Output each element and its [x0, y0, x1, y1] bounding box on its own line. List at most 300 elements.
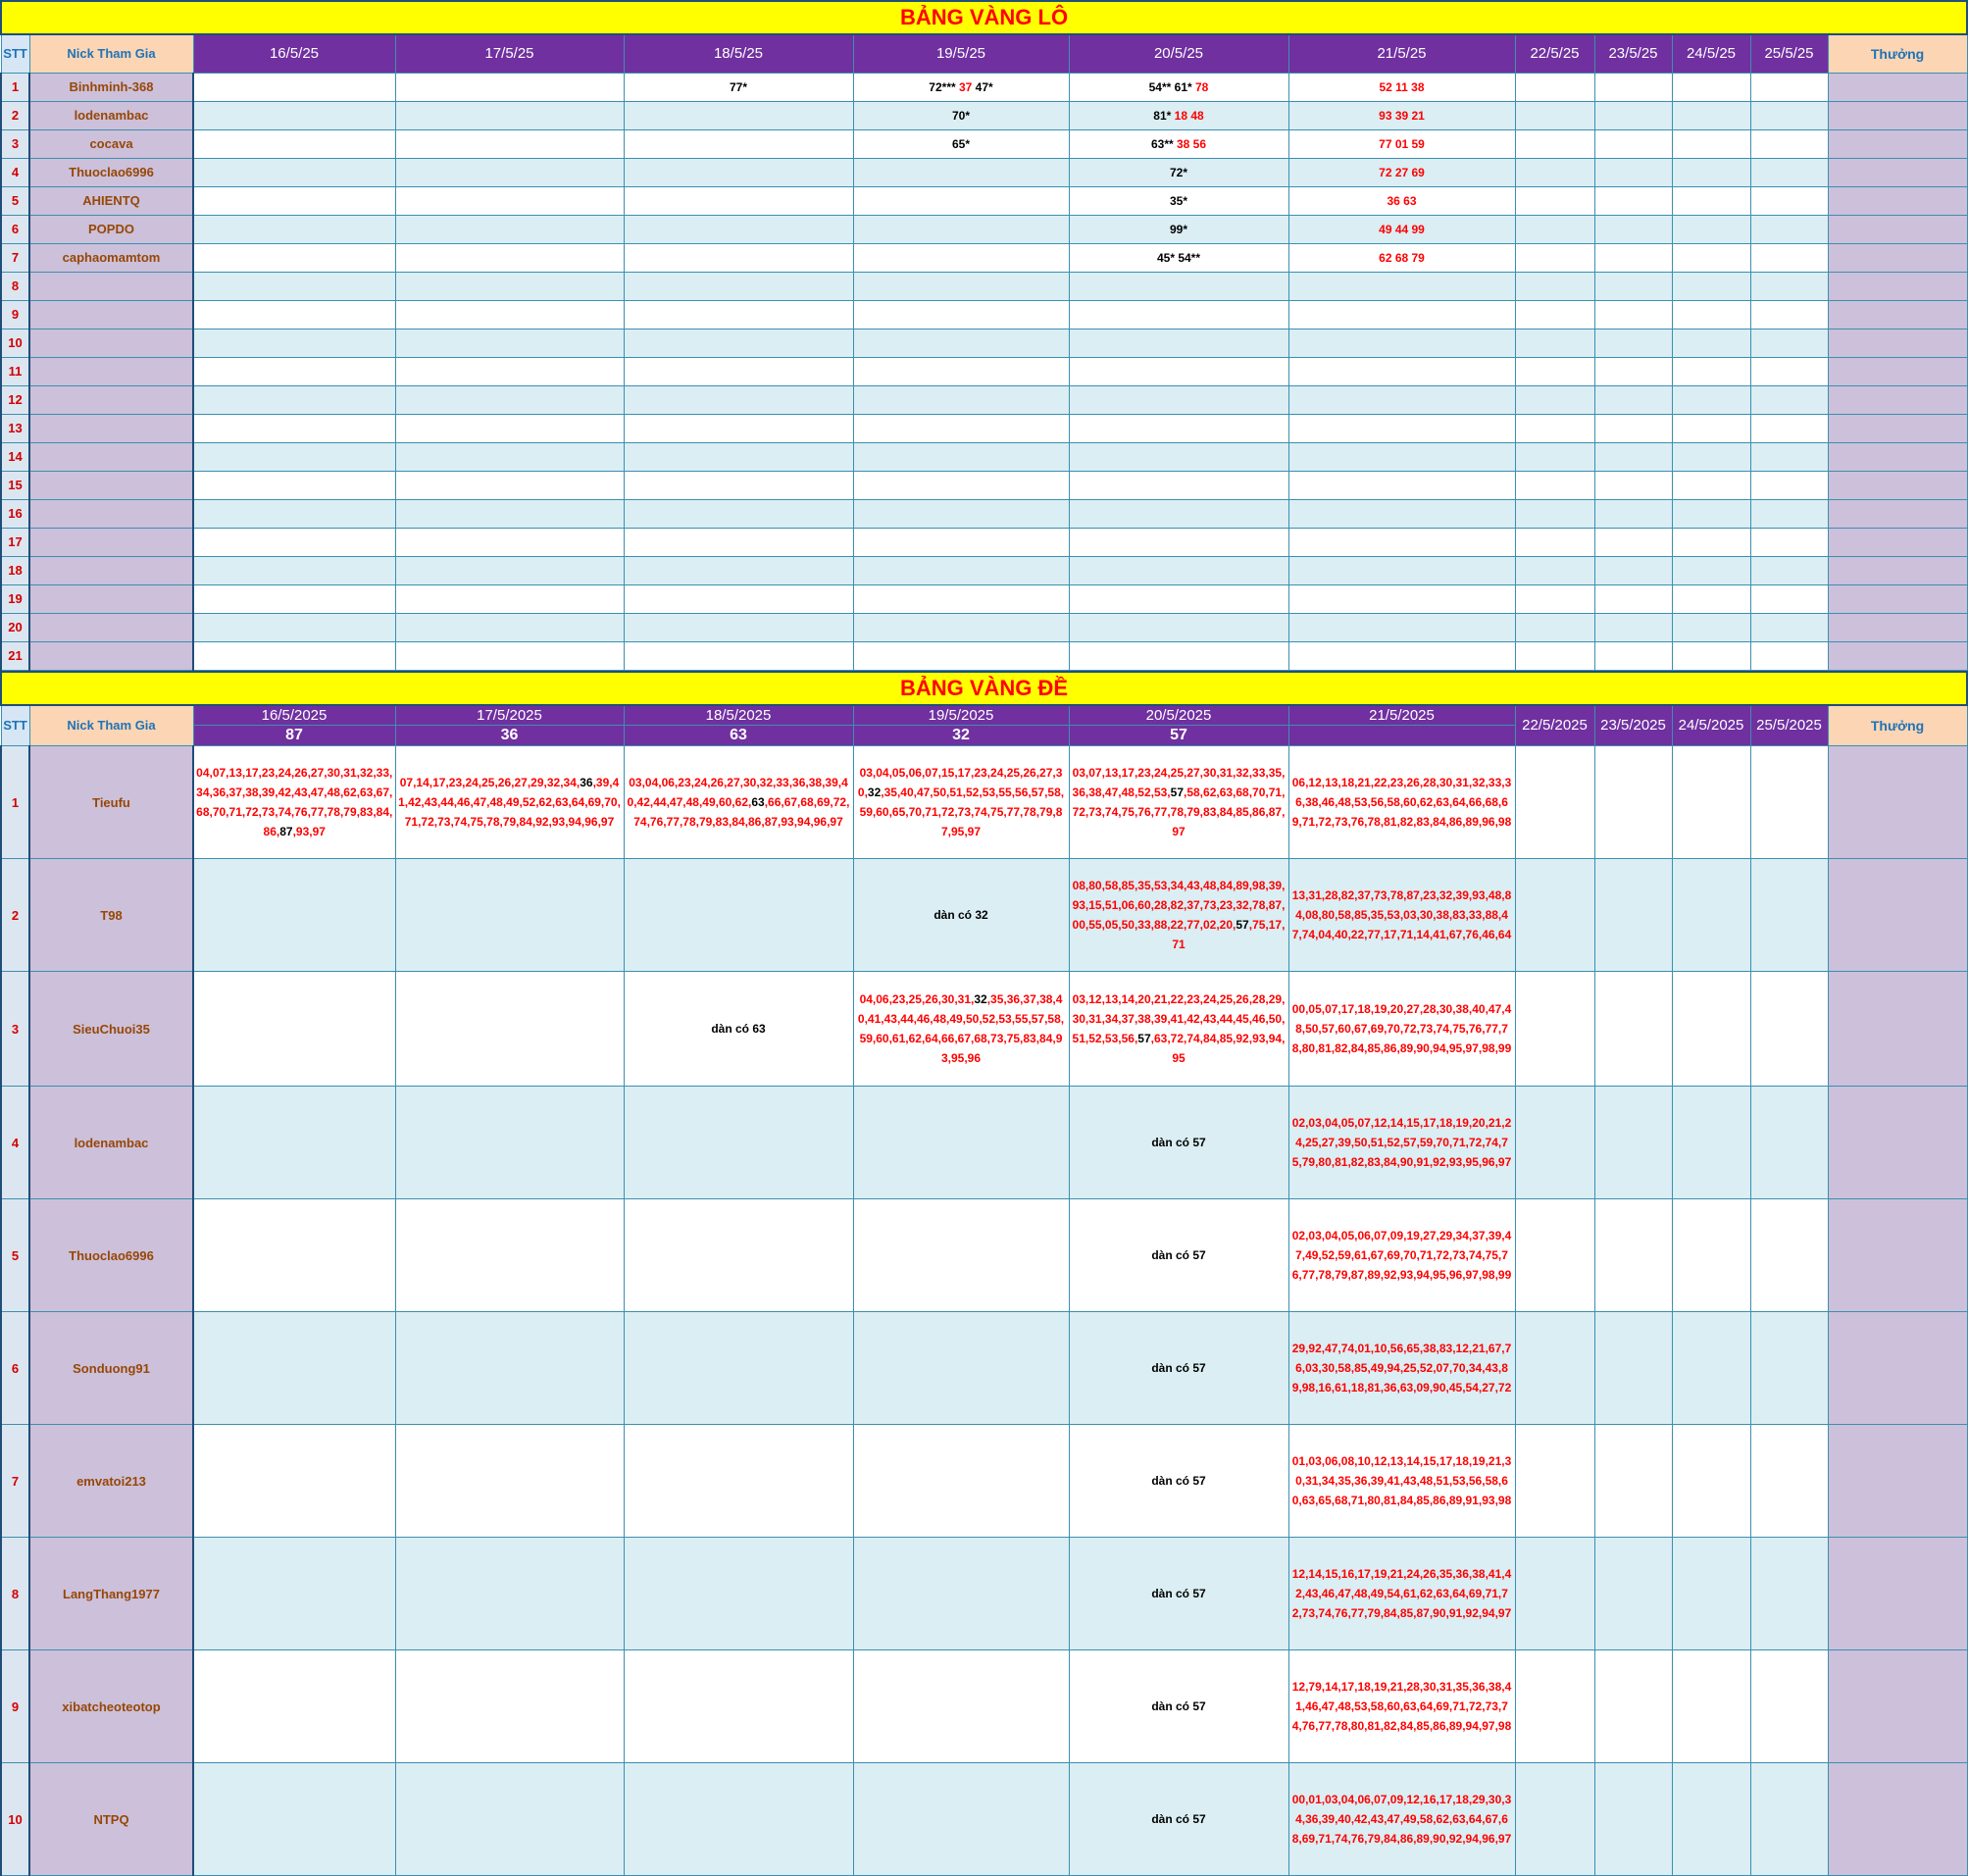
lo-day-cell[interactable] [1672, 471, 1750, 499]
lo-day-cell[interactable] [1515, 528, 1594, 556]
lo-day-cell[interactable] [853, 385, 1069, 414]
de-day-cell[interactable] [193, 859, 395, 972]
lo-day-cell[interactable] [1594, 129, 1672, 158]
lo-day-cell[interactable] [1672, 158, 1750, 186]
de-day-cell[interactable] [193, 1650, 395, 1763]
lo-day-cell[interactable] [1288, 414, 1515, 442]
de-day-cell[interactable] [1069, 1650, 1288, 1763]
lo-day-cell[interactable] [1594, 300, 1672, 329]
lo-day-cell[interactable] [1069, 300, 1288, 329]
lo-day-cell[interactable] [1515, 385, 1594, 414]
lo-day-cell[interactable] [1750, 73, 1828, 101]
de-day-cell[interactable] [1750, 1312, 1828, 1425]
lo-day-cell[interactable] [1515, 414, 1594, 442]
lo-day-cell[interactable] [1515, 73, 1594, 101]
lo-day-cell[interactable] [1288, 158, 1515, 186]
lo-day-cell[interactable] [1750, 385, 1828, 414]
lo-day-cell[interactable] [1515, 584, 1594, 613]
lo-day-cell[interactable] [624, 73, 853, 101]
lo-day-cell[interactable] [193, 556, 395, 584]
lo-day-cell[interactable] [1515, 556, 1594, 584]
de-day-cell[interactable] [395, 1087, 624, 1199]
de-day-cell[interactable] [1672, 1650, 1750, 1763]
de-day-cell[interactable] [395, 972, 624, 1087]
de-day-cell[interactable] [1594, 859, 1672, 972]
lo-day-cell[interactable] [853, 329, 1069, 357]
de-day-cell[interactable] [1069, 1425, 1288, 1538]
de-day-cell[interactable] [1515, 1087, 1594, 1199]
de-day-cell[interactable] [1515, 1312, 1594, 1425]
lo-day-cell[interactable] [395, 471, 624, 499]
de-day-cell[interactable] [1750, 859, 1828, 972]
lo-day-cell[interactable] [624, 272, 853, 300]
lo-day-cell[interactable] [1288, 215, 1515, 243]
de-day-cell[interactable] [624, 972, 853, 1087]
lo-day-cell[interactable] [193, 414, 395, 442]
lo-day-cell[interactable] [1069, 73, 1288, 101]
de-day-cell[interactable] [853, 1087, 1069, 1199]
lo-day-cell[interactable] [395, 499, 624, 528]
lo-day-cell[interactable] [853, 357, 1069, 385]
lo-day-cell[interactable] [1594, 329, 1672, 357]
lo-day-cell[interactable] [193, 641, 395, 670]
lo-day-cell[interactable] [193, 101, 395, 129]
lo-day-cell[interactable] [1750, 442, 1828, 471]
lo-day-cell[interactable] [1069, 101, 1288, 129]
lo-day-cell[interactable] [395, 357, 624, 385]
lo-day-cell[interactable] [1288, 357, 1515, 385]
lo-day-cell[interactable] [1594, 528, 1672, 556]
de-day-cell[interactable] [1069, 1312, 1288, 1425]
lo-day-cell[interactable] [624, 129, 853, 158]
lo-day-cell[interactable] [1594, 556, 1672, 584]
lo-day-cell[interactable] [853, 158, 1069, 186]
lo-day-cell[interactable] [395, 300, 624, 329]
lo-day-cell[interactable] [395, 556, 624, 584]
de-day-cell[interactable] [1594, 1538, 1672, 1650]
de-day-cell[interactable] [1288, 1538, 1515, 1650]
de-day-cell[interactable] [1750, 1199, 1828, 1312]
lo-day-cell[interactable] [853, 641, 1069, 670]
lo-day-cell[interactable] [1515, 357, 1594, 385]
de-day-cell[interactable] [1069, 1199, 1288, 1312]
lo-day-cell[interactable] [193, 499, 395, 528]
lo-day-cell[interactable] [193, 272, 395, 300]
lo-day-cell[interactable] [1750, 471, 1828, 499]
lo-day-cell[interactable] [1288, 613, 1515, 641]
de-day-cell[interactable] [1515, 1199, 1594, 1312]
lo-day-cell[interactable] [1515, 272, 1594, 300]
lo-day-cell[interactable] [853, 556, 1069, 584]
de-day-cell[interactable] [193, 1199, 395, 1312]
lo-day-cell[interactable] [1594, 243, 1672, 272]
de-day-cell[interactable] [395, 1425, 624, 1538]
lo-day-cell[interactable] [193, 186, 395, 215]
lo-day-cell[interactable] [853, 414, 1069, 442]
de-day-cell[interactable] [1515, 859, 1594, 972]
lo-day-cell[interactable] [1672, 584, 1750, 613]
lo-day-cell[interactable] [1594, 471, 1672, 499]
de-day-cell[interactable] [1672, 1425, 1750, 1538]
lo-day-cell[interactable] [193, 385, 395, 414]
lo-day-cell[interactable] [853, 499, 1069, 528]
lo-day-cell[interactable] [624, 385, 853, 414]
de-day-cell[interactable] [1594, 1312, 1672, 1425]
lo-day-cell[interactable] [193, 442, 395, 471]
de-day-cell[interactable] [1750, 1425, 1828, 1538]
de-day-cell[interactable] [1069, 972, 1288, 1087]
de-day-cell[interactable] [193, 1425, 395, 1538]
de-day-cell[interactable] [1288, 1425, 1515, 1538]
de-day-cell[interactable] [1672, 1087, 1750, 1199]
lo-day-cell[interactable] [395, 215, 624, 243]
de-day-cell[interactable] [1069, 1087, 1288, 1199]
lo-day-cell[interactable] [1750, 215, 1828, 243]
lo-day-cell[interactable] [1672, 556, 1750, 584]
de-day-cell[interactable] [1594, 1199, 1672, 1312]
lo-day-cell[interactable] [1515, 329, 1594, 357]
lo-day-cell[interactable] [1288, 129, 1515, 158]
lo-day-cell[interactable] [1750, 613, 1828, 641]
lo-day-cell[interactable] [1594, 357, 1672, 385]
lo-day-cell[interactable] [1515, 158, 1594, 186]
lo-day-cell[interactable] [193, 528, 395, 556]
de-day-cell[interactable] [395, 1199, 624, 1312]
lo-day-cell[interactable] [193, 613, 395, 641]
de-day-cell[interactable] [1594, 1087, 1672, 1199]
lo-day-cell[interactable] [1515, 300, 1594, 329]
lo-day-cell[interactable] [1750, 414, 1828, 442]
lo-day-cell[interactable] [1288, 471, 1515, 499]
de-day-cell[interactable] [1594, 1650, 1672, 1763]
lo-day-cell[interactable] [1594, 272, 1672, 300]
lo-day-cell[interactable] [1288, 300, 1515, 329]
lo-day-cell[interactable] [1672, 272, 1750, 300]
lo-day-cell[interactable] [1288, 556, 1515, 584]
lo-day-cell[interactable] [193, 243, 395, 272]
lo-day-cell[interactable] [1594, 499, 1672, 528]
lo-day-cell[interactable] [1069, 613, 1288, 641]
lo-day-cell[interactable] [624, 300, 853, 329]
lo-day-cell[interactable] [624, 414, 853, 442]
lo-day-cell[interactable] [624, 215, 853, 243]
de-day-cell[interactable] [624, 1425, 853, 1538]
lo-day-cell[interactable] [624, 442, 853, 471]
de-day-cell[interactable] [624, 1650, 853, 1763]
lo-day-cell[interactable] [193, 215, 395, 243]
lo-day-cell[interactable] [1750, 186, 1828, 215]
lo-day-cell[interactable] [1594, 584, 1672, 613]
de-day-cell[interactable] [853, 1312, 1069, 1425]
lo-day-cell[interactable] [1750, 300, 1828, 329]
lo-day-cell[interactable] [1069, 329, 1288, 357]
lo-day-cell[interactable] [1750, 584, 1828, 613]
lo-day-cell[interactable] [1672, 243, 1750, 272]
de-day-cell[interactable] [1750, 1650, 1828, 1763]
lo-day-cell[interactable] [1750, 158, 1828, 186]
de-day-cell[interactable] [1672, 859, 1750, 972]
de-day-cell[interactable] [853, 1538, 1069, 1650]
lo-day-cell[interactable] [624, 556, 853, 584]
de-day-cell[interactable] [853, 1199, 1069, 1312]
lo-day-cell[interactable] [1672, 101, 1750, 129]
de-day-cell[interactable] [853, 972, 1069, 1087]
lo-day-cell[interactable] [1069, 272, 1288, 300]
de-day-cell[interactable] [853, 746, 1069, 859]
lo-day-cell[interactable] [1594, 641, 1672, 670]
lo-day-cell[interactable] [193, 129, 395, 158]
lo-day-cell[interactable] [193, 357, 395, 385]
de-day-cell[interactable] [1672, 1199, 1750, 1312]
de-day-cell[interactable] [1288, 746, 1515, 859]
de-day-cell[interactable] [193, 1087, 395, 1199]
lo-day-cell[interactable] [1594, 215, 1672, 243]
lo-day-cell[interactable] [1515, 641, 1594, 670]
lo-day-cell[interactable] [1515, 499, 1594, 528]
de-day-cell[interactable] [1750, 1087, 1828, 1199]
de-day-cell[interactable] [193, 1312, 395, 1425]
lo-day-cell[interactable] [1594, 613, 1672, 641]
de-day-cell[interactable] [1594, 1425, 1672, 1538]
lo-day-cell[interactable] [1288, 499, 1515, 528]
lo-day-cell[interactable] [395, 272, 624, 300]
de-day-cell[interactable] [624, 1087, 853, 1199]
lo-day-cell[interactable] [193, 329, 395, 357]
lo-day-cell[interactable] [1069, 499, 1288, 528]
lo-day-cell[interactable] [624, 101, 853, 129]
lo-day-cell[interactable] [1069, 471, 1288, 499]
lo-day-cell[interactable] [853, 528, 1069, 556]
lo-day-cell[interactable] [1288, 272, 1515, 300]
lo-day-cell[interactable] [1288, 584, 1515, 613]
de-day-cell[interactable] [1288, 859, 1515, 972]
lo-day-cell[interactable] [1515, 442, 1594, 471]
lo-day-cell[interactable] [624, 357, 853, 385]
lo-day-cell[interactable] [624, 584, 853, 613]
lo-day-cell[interactable] [1672, 613, 1750, 641]
lo-day-cell[interactable] [1069, 385, 1288, 414]
lo-day-cell[interactable] [1750, 129, 1828, 158]
lo-day-cell[interactable] [1594, 101, 1672, 129]
lo-day-cell[interactable] [1288, 641, 1515, 670]
lo-day-cell[interactable] [1069, 186, 1288, 215]
lo-day-cell[interactable] [395, 243, 624, 272]
de-day-cell[interactable] [1288, 1312, 1515, 1425]
de-day-cell[interactable] [1288, 972, 1515, 1087]
lo-day-cell[interactable] [624, 641, 853, 670]
lo-day-cell[interactable] [395, 641, 624, 670]
lo-day-cell[interactable] [1750, 641, 1828, 670]
lo-day-cell[interactable] [193, 73, 395, 101]
lo-day-cell[interactable] [1069, 528, 1288, 556]
de-day-cell[interactable] [395, 1538, 624, 1650]
de-day-cell[interactable] [1750, 746, 1828, 859]
de-day-cell[interactable] [395, 1650, 624, 1763]
lo-day-cell[interactable] [853, 186, 1069, 215]
lo-day-cell[interactable] [1672, 357, 1750, 385]
de-day-cell[interactable] [1515, 746, 1594, 859]
de-day-cell[interactable] [1672, 1312, 1750, 1425]
lo-day-cell[interactable] [1069, 357, 1288, 385]
de-day-cell[interactable] [853, 1425, 1069, 1538]
de-day-cell[interactable] [1515, 1650, 1594, 1763]
lo-day-cell[interactable] [395, 73, 624, 101]
de-day-cell[interactable] [1672, 1538, 1750, 1650]
de-day-cell[interactable] [1288, 1650, 1515, 1763]
de-day-cell[interactable] [853, 859, 1069, 972]
lo-day-cell[interactable] [193, 584, 395, 613]
lo-day-cell[interactable] [853, 243, 1069, 272]
de-day-cell[interactable] [1750, 972, 1828, 1087]
lo-day-cell[interactable] [1594, 73, 1672, 101]
de-day-cell[interactable] [1515, 1538, 1594, 1650]
lo-day-cell[interactable] [853, 471, 1069, 499]
lo-day-cell[interactable] [1594, 186, 1672, 215]
lo-day-cell[interactable] [624, 499, 853, 528]
lo-day-cell[interactable] [395, 442, 624, 471]
lo-day-cell[interactable] [1288, 101, 1515, 129]
lo-day-cell[interactable] [1672, 414, 1750, 442]
de-day-cell[interactable] [193, 746, 395, 859]
lo-day-cell[interactable] [395, 528, 624, 556]
lo-day-cell[interactable] [853, 215, 1069, 243]
lo-day-cell[interactable] [624, 471, 853, 499]
lo-day-cell[interactable] [1672, 528, 1750, 556]
lo-day-cell[interactable] [1672, 329, 1750, 357]
lo-day-cell[interactable] [395, 329, 624, 357]
de-day-cell[interactable] [1672, 746, 1750, 859]
de-day-cell[interactable] [395, 859, 624, 972]
lo-day-cell[interactable] [193, 300, 395, 329]
de-day-cell[interactable] [1672, 972, 1750, 1087]
lo-day-cell[interactable] [395, 414, 624, 442]
lo-day-cell[interactable] [1594, 442, 1672, 471]
lo-day-cell[interactable] [1069, 584, 1288, 613]
lo-day-cell[interactable] [1288, 73, 1515, 101]
lo-day-cell[interactable] [1672, 300, 1750, 329]
lo-day-cell[interactable] [1069, 414, 1288, 442]
lo-day-cell[interactable] [193, 158, 395, 186]
lo-day-cell[interactable] [395, 584, 624, 613]
lo-day-cell[interactable] [395, 129, 624, 158]
lo-day-cell[interactable] [1069, 442, 1288, 471]
de-day-cell[interactable] [1069, 1538, 1288, 1650]
lo-day-cell[interactable] [1515, 101, 1594, 129]
lo-day-cell[interactable] [1069, 641, 1288, 670]
de-day-cell[interactable] [624, 1538, 853, 1650]
de-day-cell[interactable] [193, 1538, 395, 1650]
lo-day-cell[interactable] [1288, 528, 1515, 556]
de-day-cell[interactable] [1515, 1425, 1594, 1538]
lo-day-cell[interactable] [1672, 442, 1750, 471]
lo-day-cell[interactable] [395, 385, 624, 414]
lo-day-cell[interactable] [1515, 243, 1594, 272]
de-day-cell[interactable] [193, 972, 395, 1087]
lo-day-cell[interactable] [1750, 357, 1828, 385]
lo-day-cell[interactable] [1672, 129, 1750, 158]
de-day-cell[interactable] [624, 1199, 853, 1312]
lo-day-cell[interactable] [1672, 641, 1750, 670]
lo-day-cell[interactable] [1288, 442, 1515, 471]
lo-day-cell[interactable] [395, 101, 624, 129]
lo-day-cell[interactable] [1069, 158, 1288, 186]
lo-day-cell[interactable] [395, 186, 624, 215]
lo-day-cell[interactable] [1750, 329, 1828, 357]
lo-day-cell[interactable] [1515, 129, 1594, 158]
de-day-cell[interactable] [1594, 972, 1672, 1087]
lo-day-cell[interactable] [853, 613, 1069, 641]
lo-day-cell[interactable] [1288, 329, 1515, 357]
lo-day-cell[interactable] [1288, 186, 1515, 215]
lo-day-cell[interactable] [624, 243, 853, 272]
de-day-cell[interactable] [624, 1312, 853, 1425]
lo-day-cell[interactable] [624, 528, 853, 556]
lo-day-cell[interactable] [853, 442, 1069, 471]
lo-day-cell[interactable] [395, 158, 624, 186]
lo-day-cell[interactable] [1594, 158, 1672, 186]
lo-day-cell[interactable] [1594, 385, 1672, 414]
lo-day-cell[interactable] [853, 129, 1069, 158]
lo-day-cell[interactable] [853, 73, 1069, 101]
lo-day-cell[interactable] [1594, 414, 1672, 442]
de-day-cell[interactable] [1750, 1538, 1828, 1650]
lo-day-cell[interactable] [853, 584, 1069, 613]
lo-day-cell[interactable] [1750, 243, 1828, 272]
lo-day-cell[interactable] [853, 300, 1069, 329]
lo-day-cell[interactable] [1750, 101, 1828, 129]
lo-day-cell[interactable] [1750, 272, 1828, 300]
de-day-cell[interactable] [853, 1650, 1069, 1763]
de-day-cell[interactable] [395, 1312, 624, 1425]
lo-day-cell[interactable] [624, 158, 853, 186]
de-day-cell[interactable] [1288, 1199, 1515, 1312]
lo-day-cell[interactable] [624, 186, 853, 215]
lo-day-cell[interactable] [1750, 528, 1828, 556]
de-day-cell[interactable] [1288, 1087, 1515, 1199]
de-day-cell[interactable] [624, 746, 853, 859]
lo-day-cell[interactable] [1069, 129, 1288, 158]
de-day-cell[interactable] [1069, 746, 1288, 859]
de-day-cell[interactable] [624, 859, 853, 972]
lo-day-cell[interactable] [624, 329, 853, 357]
lo-day-cell[interactable] [853, 101, 1069, 129]
lo-day-cell[interactable] [1288, 385, 1515, 414]
de-day-cell[interactable] [1515, 972, 1594, 1087]
lo-day-cell[interactable] [1515, 471, 1594, 499]
lo-day-cell[interactable] [1672, 73, 1750, 101]
lo-day-cell[interactable] [1069, 556, 1288, 584]
lo-day-cell[interactable] [624, 613, 853, 641]
lo-day-cell[interactable] [1672, 186, 1750, 215]
lo-day-cell[interactable] [1069, 243, 1288, 272]
lo-day-cell[interactable] [1750, 556, 1828, 584]
de-day-cell[interactable] [1594, 746, 1672, 859]
lo-day-cell[interactable] [1515, 215, 1594, 243]
lo-day-cell[interactable] [1672, 215, 1750, 243]
lo-day-cell[interactable] [1750, 499, 1828, 528]
lo-day-cell[interactable] [853, 272, 1069, 300]
de-day-cell[interactable] [395, 746, 624, 859]
lo-day-cell[interactable] [1288, 243, 1515, 272]
lo-day-cell[interactable] [1672, 499, 1750, 528]
lo-day-cell[interactable] [1069, 215, 1288, 243]
de-day-cell[interactable] [1069, 859, 1288, 972]
lo-day-cell[interactable] [1515, 613, 1594, 641]
lo-day-cell[interactable] [395, 613, 624, 641]
lo-day-cell[interactable] [1515, 186, 1594, 215]
lo-day-cell[interactable] [193, 471, 395, 499]
lo-day-cell[interactable] [1672, 385, 1750, 414]
